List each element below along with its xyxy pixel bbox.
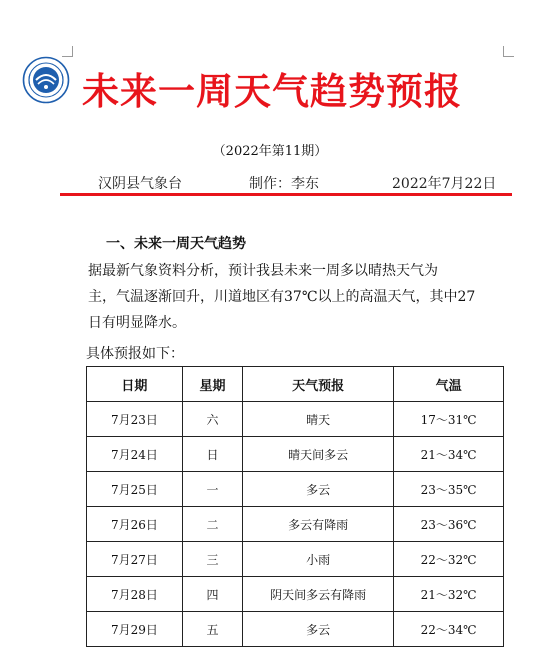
cell-forecast: 阴天间多云有降雨: [243, 577, 394, 612]
column-header-date: 日期: [87, 367, 183, 402]
cell-weekday: 六: [182, 402, 242, 437]
cell-weekday: 日: [182, 437, 242, 472]
issue-number: （2022年第11期）: [212, 144, 328, 159]
cell-forecast: 多云有降雨: [243, 507, 394, 542]
cell-temperature: 23～35℃: [394, 472, 504, 507]
header-divider: [60, 193, 512, 196]
cell-date: 7月23日: [87, 402, 183, 437]
cell-weekday: 二: [182, 507, 242, 542]
issuing-department: 汉阴县气象台: [98, 176, 182, 192]
report-title: 未来一周天气趋势预报: [82, 70, 462, 113]
table-row: [87, 437, 504, 472]
cell-date: 7月27日: [87, 542, 183, 577]
column-header-forecast: 天气预报: [243, 367, 394, 402]
cell-temperature: 17～31℃: [394, 402, 504, 437]
table-header-row: [87, 367, 504, 402]
cell-forecast: 多云: [243, 472, 394, 507]
cell-date: 7月29日: [87, 612, 183, 647]
cell-weekday: 一: [182, 472, 242, 507]
column-header-weekday: 星期: [182, 367, 242, 402]
meteorological-logo-icon: [22, 56, 70, 104]
cell-temperature: 21～34℃: [394, 437, 504, 472]
table-row: [87, 472, 504, 507]
cell-weekday: 三: [182, 542, 242, 577]
cell-weekday: 五: [182, 612, 242, 647]
column-header-temperature: 气温: [394, 367, 504, 402]
cell-forecast: 多云: [243, 612, 394, 647]
cell-date: 7月25日: [87, 472, 183, 507]
cell-forecast: 晴天间多云: [243, 437, 394, 472]
cell-forecast: 小雨: [243, 542, 394, 577]
summary-line: 主，气温逐渐回升，川道地区有37℃以上的高温天气，其中27: [88, 289, 476, 305]
author: 制作：李东: [249, 176, 319, 192]
page-corner-mark: [503, 46, 514, 57]
table-row: [87, 612, 504, 647]
table-row: [87, 507, 504, 542]
forecast-summary: [88, 258, 518, 336]
table-row: [87, 577, 504, 612]
cell-temperature: 22～34℃: [394, 612, 504, 647]
cell-temperature: 21～32℃: [394, 577, 504, 612]
summary-line: 据最新气象资料分析，预计我县未来一周多以晴热天气为: [88, 263, 438, 279]
cell-date: 7月24日: [87, 437, 183, 472]
table-intro: 具体预报如下：: [86, 346, 184, 362]
issue-date: 2022年7月22日: [392, 176, 497, 192]
cell-date: 7月26日: [87, 507, 183, 542]
cell-date: 7月28日: [87, 577, 183, 612]
forecast-table: [86, 366, 504, 647]
table-row: [87, 542, 504, 577]
cell-forecast: 晴天: [243, 402, 394, 437]
summary-line: 日有明显降水。: [88, 315, 186, 331]
cell-temperature: 22～32℃: [394, 542, 504, 577]
cell-temperature: 23～36℃: [394, 507, 504, 542]
section-heading: 一、未来一周天气趋势: [106, 236, 246, 252]
cell-weekday: 四: [182, 577, 242, 612]
table-row: [87, 402, 504, 437]
